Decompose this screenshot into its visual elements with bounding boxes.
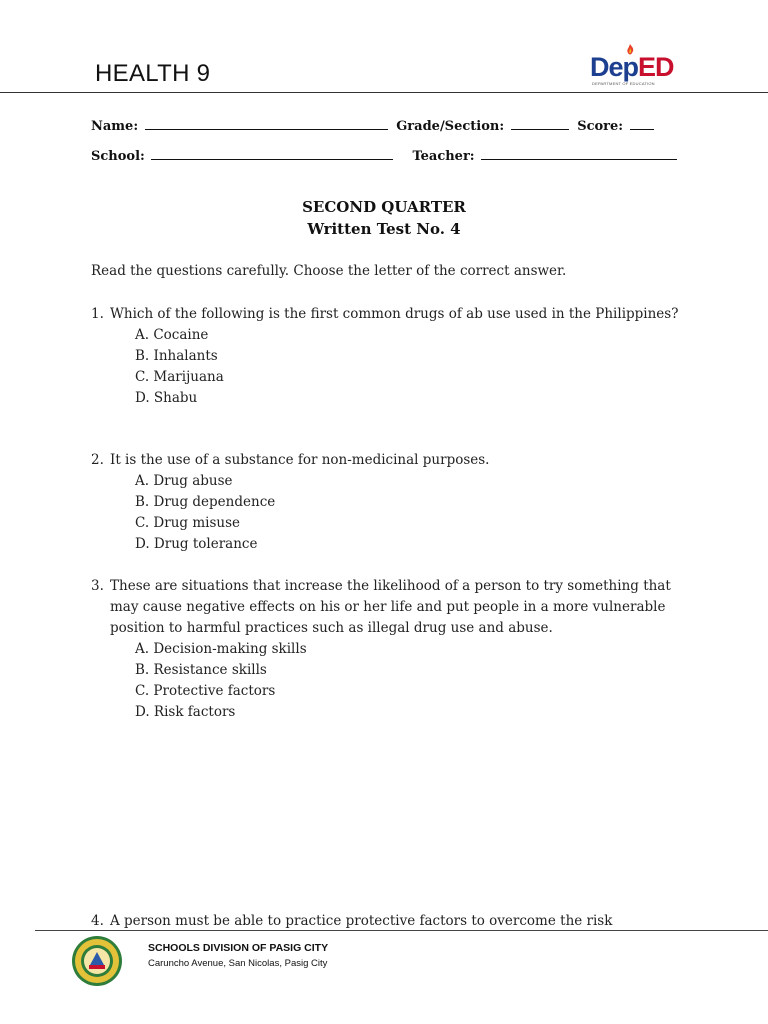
question-number: 3. — [91, 578, 104, 594]
instructions: Read the questions carefully. Choose the letter of the correct answer. — [91, 263, 567, 279]
header-divider — [0, 92, 768, 93]
footer-divider — [35, 930, 768, 931]
school-label: School: — [91, 149, 145, 164]
question-3 — [91, 576, 691, 723]
answer-option[interactable]: A. Decision-making skills — [135, 641, 307, 657]
question-text: A person must be able to practice protective factors to overcome the risk — [110, 913, 613, 929]
document-title: HEALTH 9 — [95, 60, 211, 87]
answer-option[interactable]: D. Shabu — [135, 390, 198, 406]
test-heading: Written Test No. 4 — [307, 220, 461, 238]
deped-logo-text — [590, 52, 674, 83]
answer-option[interactable]: B. Resistance skills — [135, 662, 267, 678]
answer-options — [135, 639, 691, 723]
question-4 — [91, 911, 711, 932]
grade-section-label: Grade/Section: — [396, 119, 505, 134]
deped-logo-dep: Dep — [590, 52, 639, 82]
answer-option[interactable]: B. Inhalants — [135, 348, 218, 364]
question-number: 1. — [91, 306, 104, 322]
question-text: Which of the following is the first common drugs of ab use used in the Philippines? — [110, 306, 679, 322]
deped-logo — [590, 44, 680, 90]
question-number: 2. — [91, 452, 104, 468]
question-2 — [91, 450, 691, 555]
answer-option[interactable]: C. Protective factors — [135, 683, 276, 699]
answer-option[interactable]: D. Risk factors — [135, 704, 236, 720]
answer-options — [135, 471, 691, 555]
score-label: Score: — [577, 119, 624, 134]
answer-option[interactable]: A. Drug abuse — [135, 473, 233, 489]
question-number: 4. — [91, 913, 104, 929]
answer-option[interactable]: A. Cocaine — [135, 327, 209, 343]
question-1 — [91, 304, 691, 409]
name-label: Name: — [91, 119, 139, 134]
division-seal-icon — [71, 935, 123, 987]
division-address: Caruncho Avenue, San Nicolas, Pasig City — [148, 958, 328, 969]
name-field[interactable] — [145, 117, 388, 130]
quarter-heading: SECOND QUARTER — [302, 198, 466, 216]
deped-logo-ed: ED — [638, 52, 674, 82]
division-name: SCHOOLS DIVISION OF PASIG CITY — [148, 942, 329, 954]
school-field[interactable] — [151, 147, 393, 160]
student-info-row-1 — [91, 117, 658, 134]
score-field[interactable] — [630, 117, 654, 130]
answer-option[interactable]: C. Drug misuse — [135, 515, 240, 531]
teacher-field[interactable] — [481, 147, 677, 160]
grade-section-field[interactable] — [511, 117, 569, 130]
teacher-label: Teacher: — [412, 149, 475, 164]
deped-logo-subtitle: DEPARTMENT OF EDUCATION — [592, 81, 655, 86]
answer-option[interactable]: D. Drug tolerance — [135, 536, 258, 552]
question-text: It is the use of a substance for non-medicinal purposes. — [110, 452, 490, 468]
student-info-row-2 — [91, 147, 681, 164]
answer-option[interactable]: B. Drug dependence — [135, 494, 276, 510]
answer-option[interactable]: C. Marijuana — [135, 369, 224, 385]
question-text: These are situations that increase the likelihood of a person to try something that may cause negative effects on his or her life and put people in a more vulnerable position to harmful practices such as illegal drug use and abuse. — [110, 578, 671, 636]
answer-options — [135, 325, 691, 409]
